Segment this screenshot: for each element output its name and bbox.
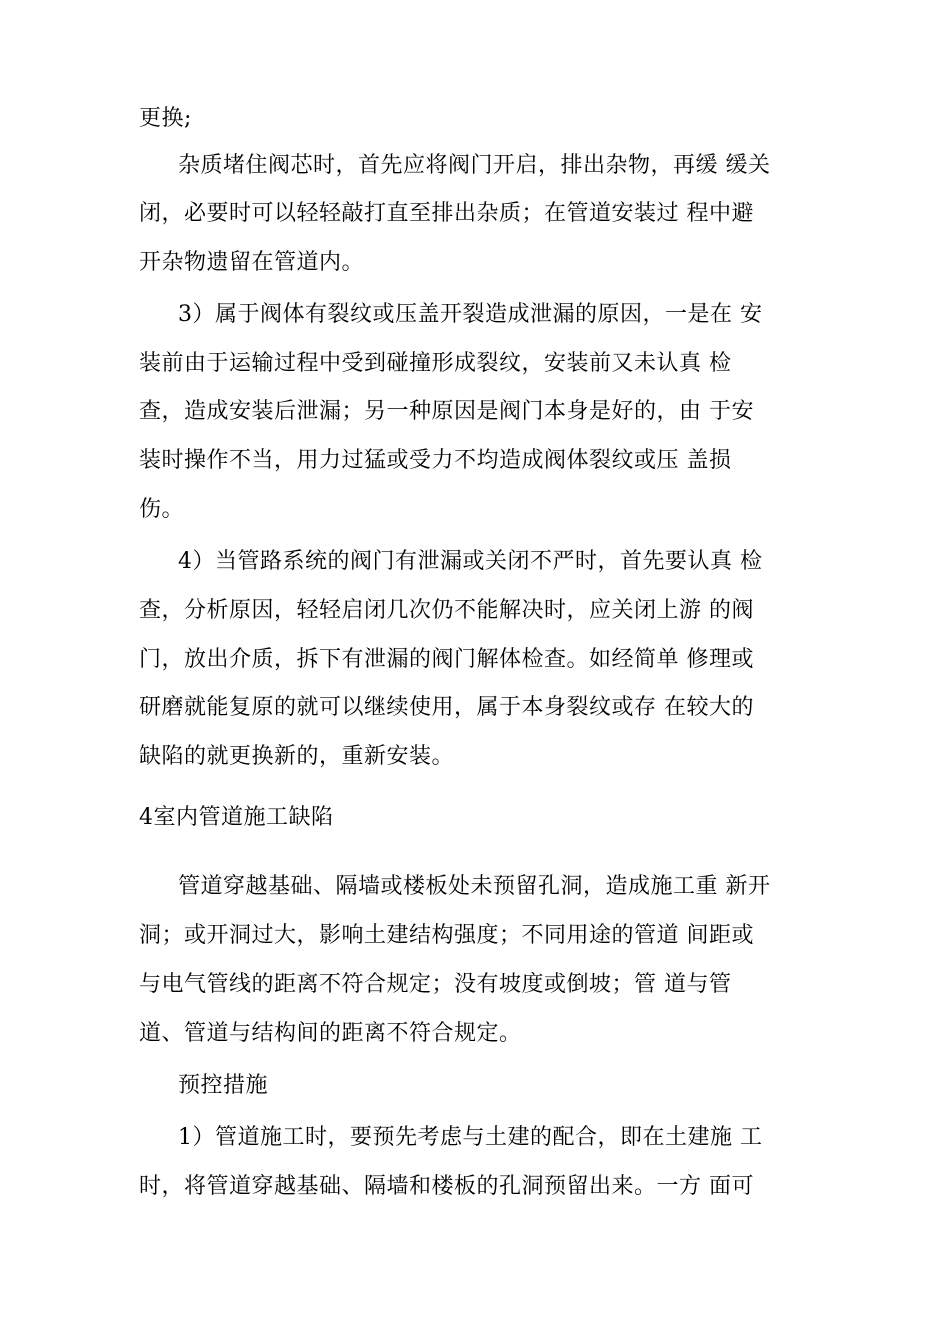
text-line: 1）管道施工时，要预先考虑与土建的配合，即在土建施 工 [178,1125,763,1150]
text-line: 装时操作不当，用力过猛或受力不均造成阀体裂纹或压 盖损 [139,448,732,473]
text-line: 杂质堵住阀芯时，首先应将阀门开启，排出杂物，再缓 缓关 [178,153,771,178]
text-line: 查，分析原因，轻轻启闭几次仍不能解决时，应关闭上游 的阀 [139,598,754,623]
text-line: 缺陷的就更换新的，重新安装。 [139,744,455,769]
text-line: 道、管道与结构间的距离不符合规定。 [139,1021,522,1046]
text-line: 闭，必要时可以轻轻敲打直至排出杂质；在管道安装过 程中避 [139,201,754,226]
subheading: 预控措施 [178,1073,269,1098]
text-line: 伤。 [139,497,185,522]
text-line: 更换; [139,106,192,131]
text-line: 与电气管线的距离不符合规定；没有坡度或倒坡；管 道与管 [139,972,732,997]
section-heading: 4室内管道施工缺陷 [139,805,334,830]
text-line: 时，将管道穿越基础、隔墙和楼板的孔洞预留出来。一方 面可 [139,1174,754,1199]
text-line: 门，放出介质，拆下有泄漏的阀门解体检查。如经简单 修理或 [139,647,754,672]
text-line: 管道穿越基础、隔墙或楼板处未预留孔洞，造成施工重 新开 [178,874,771,899]
text-line: 4）当管路系统的阀门有泄漏或关闭不严时，首先要认真 检 [178,549,763,574]
text-line: 查，造成安装后泄漏；另一种原因是阀门本身是好的，由 于安 [139,399,754,424]
text-line: 装前由于运输过程中受到碰撞形成裂纹，安装前又未认真 检 [139,351,732,376]
text-line: 开杂物遗留在管道内。 [139,250,365,275]
text-line: 3）属于阀体有裂纹或压盖开裂造成泄漏的原因，一是在 安 [178,302,763,327]
text-line: 洞；或开洞过大，影响土建结构强度；不同用途的管道 间距或 [139,923,754,948]
text-line: 研磨就能复原的就可以继续使用，属于本身裂纹或存 在较大的 [139,695,754,720]
